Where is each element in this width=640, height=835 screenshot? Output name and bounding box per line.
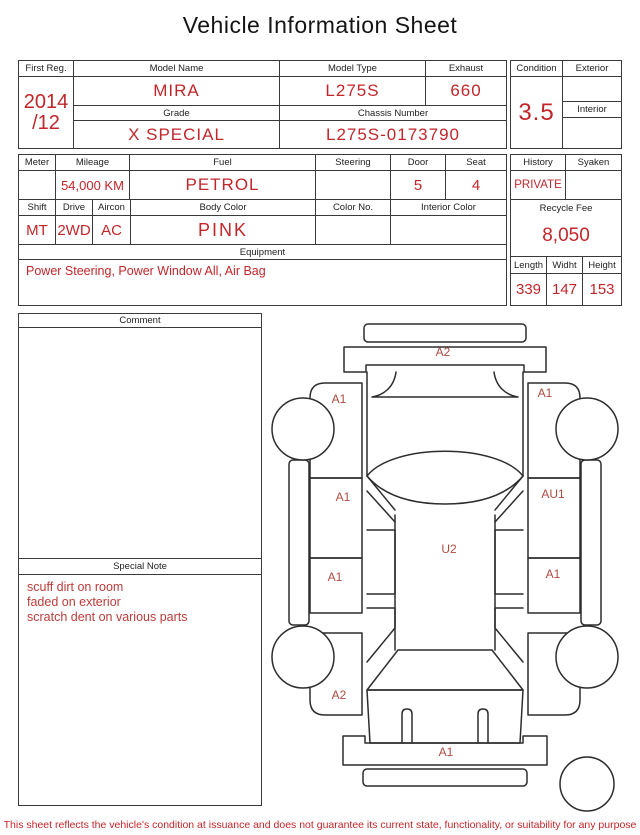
mileage-value: 54,000 KM (56, 171, 130, 200)
body-color-header: Body Color (131, 200, 316, 216)
a-pillar-lines (367, 476, 523, 522)
model-info-table (18, 60, 507, 149)
chassis-number-header: Chassis Number (280, 106, 506, 121)
length-header: Length (511, 257, 547, 274)
page-title: Vehicle Information Sheet (182, 12, 458, 38)
first-reg-header: First Reg. (19, 61, 74, 77)
car-top-view (265, 310, 635, 815)
special-note-line: faded on exterior (27, 594, 121, 609)
exterior-header: Exterior (563, 61, 621, 77)
spare-wheel (560, 757, 614, 811)
windshield-shape (367, 451, 523, 504)
seat-header: Seat (446, 155, 506, 171)
steering-header: Steering (316, 155, 391, 171)
shift-header: Shift (19, 200, 56, 216)
interior-value (563, 118, 621, 148)
rear-left-wheel (272, 626, 334, 688)
aircon-header: Aircon (93, 200, 131, 216)
grade-header: Grade (74, 106, 280, 121)
fuel-header: Fuel (130, 155, 316, 171)
diagram-label-rear-bumper: A1 (438, 745, 454, 759)
diagram-label-front-left-fender: A1 (331, 392, 347, 406)
first-reg-month: /12 (32, 111, 60, 134)
hood-headlights (372, 372, 518, 397)
comment-panel (18, 313, 262, 806)
c-pillar-lines (367, 608, 523, 662)
shift-value: MT (19, 216, 56, 245)
first-reg-year: 2014 (23, 90, 69, 113)
front-left-wheel (272, 398, 334, 460)
mileage-header: Mileage (56, 155, 130, 171)
recycle-fee-value: 8,050 (511, 216, 621, 257)
condition-header: Condition (511, 61, 563, 77)
body-color-value: PINK (131, 216, 316, 245)
diagram-label-rear-left-door: A1 (327, 570, 343, 584)
b-pillar-lines (367, 530, 523, 594)
model-name-value: MIRA (74, 77, 280, 106)
diagram-label-front-right-door: AU1 (541, 487, 565, 501)
trunk-shape (367, 690, 523, 743)
comment-header: Comment (19, 314, 261, 328)
exhaust-header: Exhaust (426, 61, 506, 77)
interior-color-header: Interior Color (391, 200, 506, 216)
model-type-value: L275S (280, 77, 426, 106)
diagram-label-front-bumper: A2 (435, 345, 451, 359)
drive-header: Drive (56, 200, 93, 216)
syaken-value (566, 171, 621, 200)
exterior-value (563, 77, 621, 102)
front-right-wheel (556, 398, 618, 460)
right-rocker-strip (581, 460, 601, 625)
taillight-notches (402, 709, 488, 743)
steering-value (316, 171, 391, 200)
diagram-label-roof: U2 (441, 542, 457, 556)
meter-header: Meter (19, 155, 56, 171)
rear-window-shape (367, 650, 523, 690)
special-note-header: Special Note (19, 558, 261, 575)
door-header: Door (391, 155, 446, 171)
interior-header: Interior (563, 102, 621, 118)
length-value: 339 (511, 274, 547, 305)
diagram-label-front-right-fender: A1 (537, 386, 553, 400)
rear-lip-strip (363, 769, 527, 786)
exhaust-value: 660 (426, 77, 506, 106)
meter-value (19, 171, 56, 200)
special-note-text (19, 575, 261, 805)
diagram-label-rear-right-door: A1 (545, 567, 561, 581)
width-value: 147 (547, 274, 583, 305)
diagram-label-front-left-door: A1 (335, 490, 351, 504)
model-type-header: Model Type (280, 61, 426, 77)
detail-table (18, 154, 507, 306)
width-header: Widht (547, 257, 583, 274)
history-header: History (511, 155, 566, 171)
door-value: 5 (391, 171, 446, 200)
aircon-value: AC (93, 216, 131, 245)
first-reg-value (19, 77, 74, 148)
special-note-line: scratch dent on various parts (27, 609, 188, 624)
rear-left-door-shape (310, 558, 362, 613)
color-no-value (316, 216, 391, 245)
equipment-value: Power Steering, Power Window All, Air Bag (26, 264, 266, 278)
color-no-header: Color No. (316, 200, 391, 216)
left-rocker-strip (289, 460, 309, 625)
car-damage-diagram (265, 310, 635, 815)
seat-value: 4 (446, 171, 506, 200)
equipment-header: Equipment (19, 245, 506, 260)
front-lip-strip (364, 324, 526, 342)
comment-text (19, 328, 261, 558)
drive-value: 2WD (56, 216, 93, 245)
diagram-label-rear-left-fender: A2 (331, 688, 347, 702)
interior-color-value (391, 216, 506, 245)
roof-edges (395, 515, 495, 650)
model-name-header: Model Name (74, 61, 280, 77)
height-value: 153 (589, 281, 615, 298)
fuel-value: PETROL (130, 171, 316, 200)
special-note-line: scuff dirt on room (27, 580, 124, 594)
condition-table (510, 60, 622, 149)
history-value: PRIVATE (511, 171, 566, 200)
recycle-fee-header: Recycle Fee (539, 202, 593, 214)
height-header: Height (583, 257, 621, 274)
disclaimer-text: This sheet reflects the vehicle's condition at issuance and does not guarantee its current state, functionality, or suitability for any purpose (3, 819, 637, 831)
condition-value: 3.5 (511, 77, 563, 148)
fee-size-table (510, 154, 622, 306)
syaken-header: Syaken (566, 155, 621, 171)
chassis-number-value: L275S-0173790 (325, 124, 460, 144)
grade-value: X SPECIAL (74, 121, 280, 148)
rear-right-wheel (556, 626, 618, 688)
